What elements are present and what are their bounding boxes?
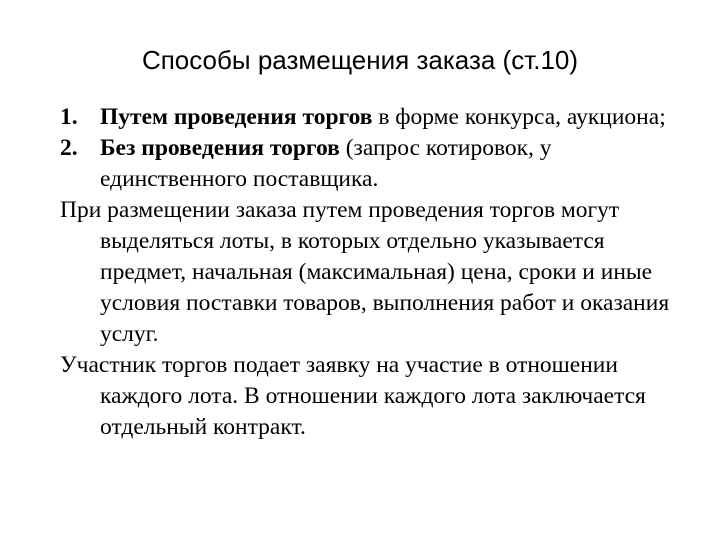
list-item-number: 1. [60, 104, 78, 130]
paragraph-bids: Участник торгов подает заявку на участие в отношении каждого лота. В отношении каждого лота заключается отдельный контракт. [60, 352, 646, 440]
list-item-bold-text: Путем проведения торгов [100, 104, 373, 130]
slide-title: Способы размещения заказа (ст.10) [141, 45, 579, 75]
list-item-bold-text: Без проведения торгов [100, 135, 340, 161]
list-item-1 [60, 102, 680, 133]
list-item-text: в форме конкурса, аукциона; [372, 104, 666, 130]
slide-body [60, 102, 680, 443]
list-item-number: 2. [60, 135, 78, 161]
paragraph-lots: При размещении заказа путем проведения торгов могут выделяться лоты, в которых отдельно указывается предмет, начальная (максимальная) цена, сроки и иные условия поставки товаров, выполнения работ и оказания услуг. [60, 197, 670, 347]
list-item-text: (запрос котировок, у единственного поставщика. [100, 135, 552, 192]
list-item-2 [60, 133, 680, 195]
